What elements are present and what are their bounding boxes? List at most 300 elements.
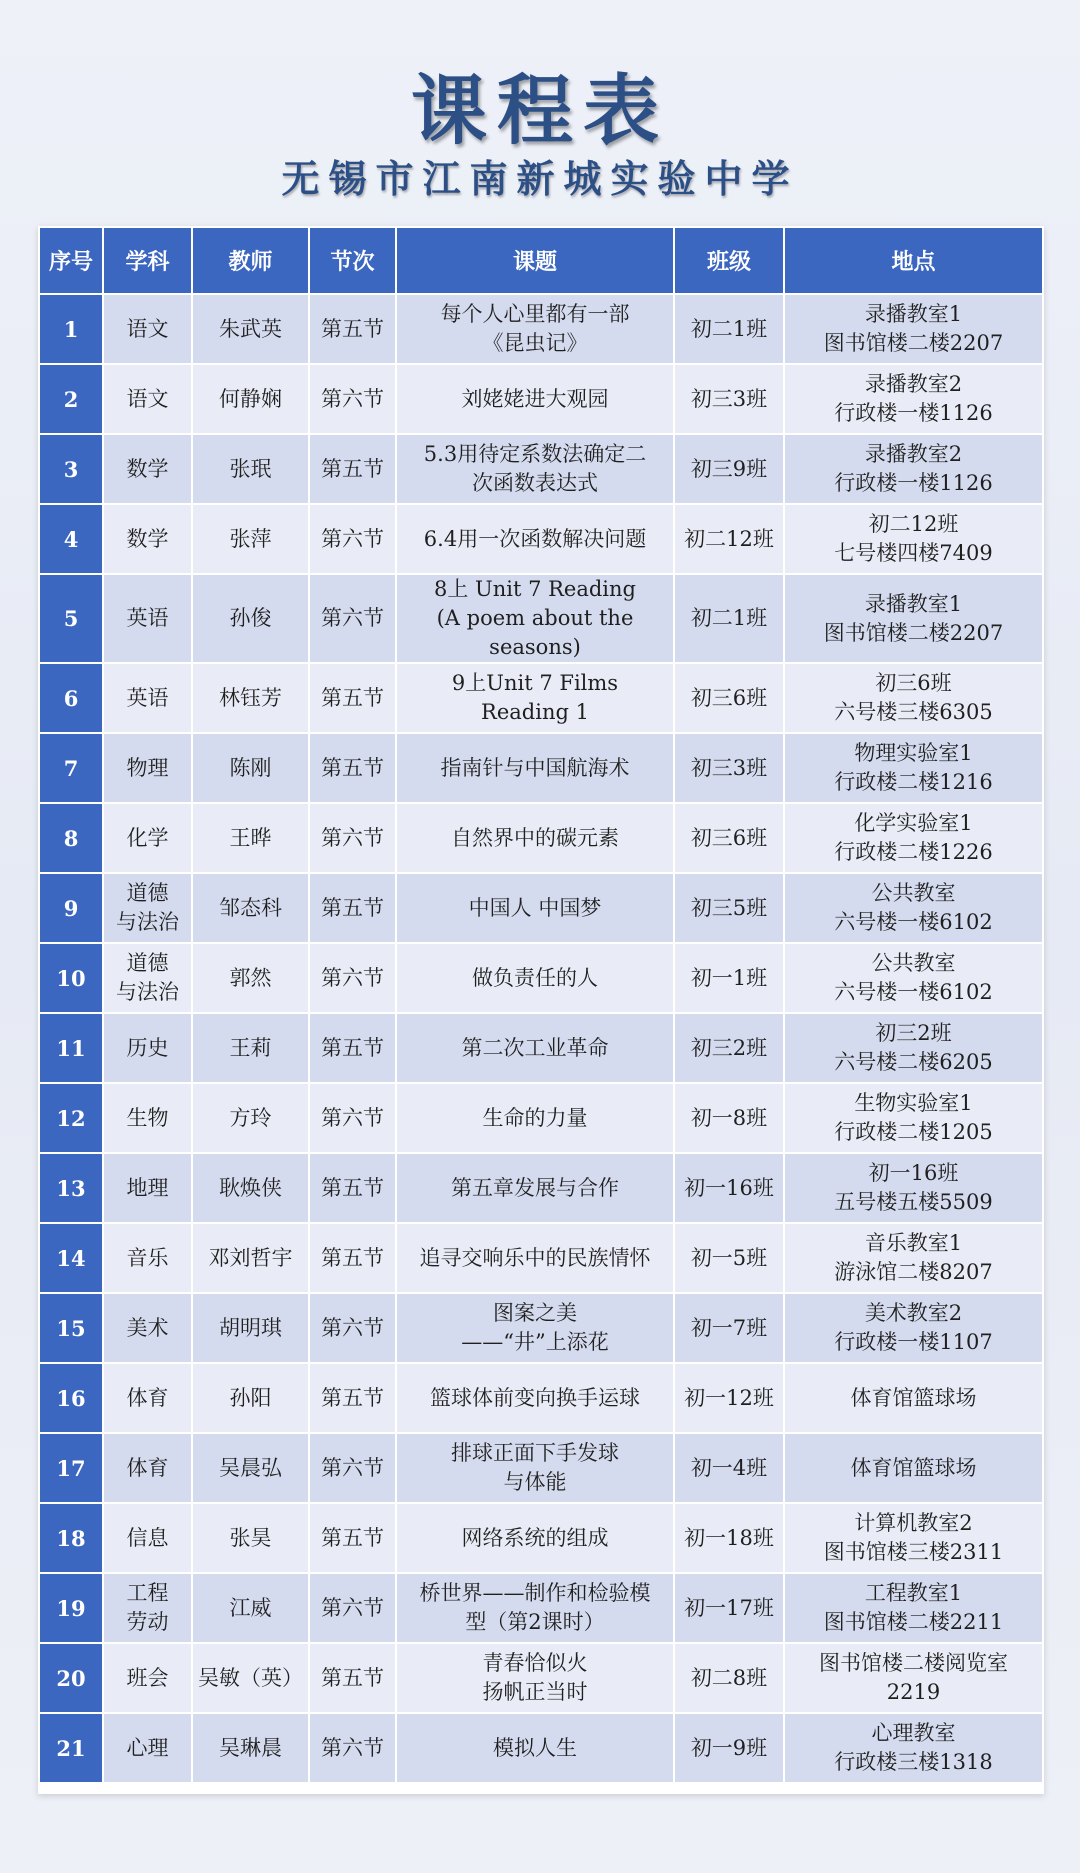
topic-cell	[397, 1714, 673, 1782]
row-number	[40, 1014, 102, 1082]
teacher-cell	[193, 1504, 308, 1572]
table-row	[40, 1084, 1042, 1152]
period-cell-text: 第五节	[321, 1385, 384, 1410]
teacher-cell-text: 郭然	[229, 965, 272, 990]
subject-cell	[104, 1014, 191, 1082]
teacher-cell-text: 邓刘哲宇	[208, 1245, 293, 1270]
location-cell-text: 心理教室 行政楼三楼1318	[834, 1721, 993, 1774]
class-cell	[675, 1014, 783, 1082]
location-cell	[785, 1644, 1042, 1712]
page-title: 课程表	[411, 66, 669, 155]
topic-cell-text: 刘姥姥进大观园	[461, 386, 609, 411]
class-cell	[675, 1714, 783, 1782]
location-cell-text: 初一16班 五号楼五楼5509	[834, 1161, 993, 1214]
topic-cell	[397, 575, 673, 662]
table-row	[40, 575, 1042, 662]
topic-cell-text: 网络系统的组成	[461, 1525, 609, 1550]
teacher-cell	[193, 734, 308, 802]
teacher-cell	[193, 1574, 308, 1642]
class-cell-text: 初三5班	[690, 895, 768, 920]
period-cell	[310, 435, 395, 503]
teacher-cell	[193, 295, 308, 363]
row-number	[40, 1294, 102, 1362]
table-row	[40, 1364, 1042, 1432]
class-cell	[675, 575, 783, 662]
column-header-class: 班级	[675, 228, 783, 293]
period-cell	[310, 1084, 395, 1152]
row-number-text: 9	[63, 895, 79, 921]
location-cell	[785, 1364, 1042, 1432]
subject-cell	[104, 575, 191, 662]
teacher-cell	[193, 1434, 308, 1502]
teacher-cell	[193, 1644, 308, 1712]
row-number-text: 7	[63, 755, 79, 781]
row-number-text: 10	[56, 965, 86, 991]
teacher-cell-text: 吴晨弘	[219, 1455, 282, 1480]
location-cell	[785, 505, 1042, 573]
row-number-text: 18	[56, 1525, 86, 1551]
teacher-cell	[193, 505, 308, 573]
row-number	[40, 1084, 102, 1152]
subject-cell-text: 英语	[126, 606, 169, 630]
class-cell	[675, 1224, 783, 1292]
topic-cell-text: 5.3用待定系数法确定二 次函数表达式	[423, 442, 647, 495]
subject-cell-text: 信息	[126, 1525, 169, 1550]
row-number-text: 16	[56, 1385, 86, 1411]
class-cell-text: 初一5班	[690, 1245, 768, 1270]
row-number	[40, 295, 102, 363]
topic-cell	[397, 1644, 673, 1712]
row-number-text: 21	[56, 1735, 86, 1761]
class-cell	[675, 365, 783, 433]
location-cell	[785, 1154, 1042, 1222]
row-number	[40, 804, 102, 872]
location-cell-text: 音乐教室1 游泳馆二楼8207	[834, 1231, 993, 1284]
row-number	[40, 664, 102, 732]
subject-cell-text: 英语	[126, 685, 169, 710]
class-cell-text: 初二8班	[690, 1665, 768, 1690]
subject-cell	[104, 874, 191, 942]
location-cell-text: 录播教室1 图书馆楼二楼2207	[823, 591, 1004, 645]
table-row	[40, 1154, 1042, 1222]
class-cell	[675, 1364, 783, 1432]
location-cell	[785, 1084, 1042, 1152]
row-number-text: 15	[56, 1315, 86, 1341]
class-cell	[675, 804, 783, 872]
topic-cell-text: 中国人 中国梦	[468, 895, 602, 920]
topic-cell-text: 第二次工业革命	[461, 1035, 609, 1060]
subject-cell-text: 历史	[126, 1035, 169, 1060]
teacher-cell	[193, 1714, 308, 1782]
row-number-text: 5	[63, 606, 79, 631]
row-number-text: 1	[63, 316, 79, 342]
period-cell	[310, 1644, 395, 1712]
teacher-cell	[193, 435, 308, 503]
row-number	[40, 365, 102, 433]
period-cell-text: 第五节	[321, 456, 384, 481]
class-cell-text: 初一4班	[690, 1455, 768, 1480]
class-cell	[675, 295, 783, 363]
period-cell	[310, 365, 395, 433]
class-cell-text: 初二12班	[684, 526, 774, 551]
location-cell-text: 工程教室1 图书馆楼二楼2211	[823, 1581, 1004, 1634]
teacher-cell-text: 邹态科	[219, 895, 282, 920]
row-number	[40, 734, 102, 802]
class-cell	[675, 1294, 783, 1362]
row-number-text: 20	[56, 1665, 86, 1691]
topic-cell-text: 指南针与中国航海术	[440, 755, 630, 780]
period-cell	[310, 1014, 395, 1082]
topic-cell	[397, 1364, 673, 1432]
topic-cell	[397, 1084, 673, 1152]
subject-cell	[104, 1574, 191, 1642]
topic-cell	[397, 1014, 673, 1082]
teacher-cell-text: 孙阳	[229, 1385, 272, 1410]
table-row	[40, 1714, 1042, 1782]
class-cell-text: 初一17班	[684, 1595, 774, 1620]
teacher-cell-text: 张珉	[229, 456, 272, 481]
topic-cell-text: 9上Unit 7 Films Reading 1	[451, 671, 619, 724]
table-row	[40, 505, 1042, 573]
location-cell	[785, 804, 1042, 872]
topic-cell	[397, 944, 673, 1012]
row-number	[40, 1154, 102, 1222]
location-cell-text: 美术教室2 行政楼一楼1107	[834, 1301, 993, 1354]
location-cell-text: 体育馆篮球场	[850, 1385, 977, 1410]
subject-cell-text: 语文	[126, 316, 169, 341]
column-header-topic: 课题	[397, 228, 673, 293]
row-number	[40, 1574, 102, 1642]
location-cell-text: 生物实验室1 行政楼二楼1205	[834, 1091, 993, 1144]
teacher-cell-text: 王莉	[229, 1035, 272, 1060]
location-cell	[785, 575, 1042, 662]
row-number	[40, 505, 102, 573]
teacher-cell	[193, 1364, 308, 1432]
class-cell-text: 初一18班	[684, 1525, 774, 1550]
schedule-table-container	[38, 226, 1044, 1794]
teacher-cell	[193, 1294, 308, 1362]
location-cell	[785, 1504, 1042, 1572]
teacher-cell-text: 陈刚	[229, 755, 272, 780]
period-cell-text: 第六节	[321, 606, 384, 630]
topic-cell-text: 篮球体前变向换手运球	[430, 1385, 640, 1410]
teacher-cell	[193, 1014, 308, 1082]
row-number	[40, 1224, 102, 1292]
location-cell-text: 初二12班 七号楼四楼7409	[834, 512, 993, 565]
class-cell-text: 初三3班	[690, 386, 768, 411]
subject-cell	[104, 944, 191, 1012]
subject-cell-text: 语文	[126, 386, 169, 411]
row-number-text: 13	[56, 1175, 86, 1201]
location-cell	[785, 1714, 1042, 1782]
table-row	[40, 734, 1042, 802]
topic-cell-text: 6.4用一次函数解决问题	[423, 526, 647, 551]
subject-cell-text: 数学	[126, 456, 169, 481]
topic-cell	[397, 804, 673, 872]
subject-cell-text: 化学	[126, 825, 169, 850]
teacher-cell	[193, 664, 308, 732]
period-cell-text: 第五节	[321, 1245, 384, 1270]
topic-cell	[397, 1154, 673, 1222]
row-number	[40, 1714, 102, 1782]
class-cell	[675, 1504, 783, 1572]
table-row	[40, 435, 1042, 503]
teacher-cell	[193, 1154, 308, 1222]
row-number-text: 4	[63, 526, 79, 552]
teacher-cell-text: 胡明琪	[219, 1315, 282, 1340]
teacher-cell	[193, 874, 308, 942]
teacher-cell	[193, 365, 308, 433]
topic-cell-text: 做负责任的人	[472, 965, 598, 990]
period-cell-text: 第五节	[321, 1525, 384, 1550]
subject-cell-text: 物理	[126, 755, 169, 780]
row-number-text: 8	[63, 825, 79, 851]
topic-cell-text: 图案之美 ——“井”上添花	[461, 1301, 609, 1354]
class-cell	[675, 944, 783, 1012]
period-cell	[310, 1294, 395, 1362]
row-number-text: 2	[63, 386, 79, 412]
teacher-cell-text: 张萍	[229, 526, 272, 551]
subject-cell-text: 心理	[126, 1735, 169, 1760]
class-cell-text: 初一12班	[684, 1385, 774, 1410]
row-number-text: 19	[56, 1595, 86, 1621]
subject-cell	[104, 664, 191, 732]
period-cell-text: 第六节	[321, 825, 384, 850]
location-cell-text: 体育馆篮球场	[850, 1455, 977, 1480]
schedule-table	[38, 226, 1044, 1784]
row-number-text: 17	[56, 1455, 86, 1481]
teacher-cell-text: 林钰芳	[219, 685, 282, 710]
class-cell	[675, 664, 783, 732]
teacher-cell-text: 吴琳晨	[219, 1735, 282, 1760]
class-cell-text: 初三3班	[690, 755, 768, 780]
teacher-cell-text: 朱武英	[219, 316, 282, 341]
period-cell-text: 第六节	[321, 1735, 384, 1760]
table-row	[40, 365, 1042, 433]
location-cell	[785, 295, 1042, 363]
period-cell	[310, 575, 395, 662]
location-cell	[785, 1434, 1042, 1502]
location-cell-text: 化学实验室1 行政楼二楼1226	[834, 811, 993, 864]
subject-cell	[104, 1294, 191, 1362]
topic-cell	[397, 734, 673, 802]
row-number	[40, 1434, 102, 1502]
location-cell-text: 公共教室 六号楼一楼6102	[834, 951, 993, 1004]
subject-cell	[104, 1504, 191, 1572]
teacher-cell-text: 张昊	[229, 1525, 272, 1550]
period-cell-text: 第五节	[321, 1035, 384, 1060]
teacher-cell-text: 何静娴	[219, 386, 282, 411]
class-cell	[675, 734, 783, 802]
topic-cell	[397, 435, 673, 503]
period-cell	[310, 505, 395, 573]
topic-cell	[397, 1434, 673, 1502]
location-cell-text: 初三6班 六号楼三楼6305	[834, 671, 993, 724]
subject-cell	[104, 295, 191, 363]
class-cell-text: 初一16班	[684, 1175, 774, 1200]
row-number	[40, 435, 102, 503]
topic-cell-text: 排球正面下手发球 与体能	[451, 1441, 619, 1494]
class-cell-text: 初三9班	[690, 456, 768, 481]
period-cell-text: 第六节	[321, 1105, 384, 1130]
period-cell	[310, 804, 395, 872]
period-cell	[310, 295, 395, 363]
column-header-location: 地点	[785, 228, 1042, 293]
school-name: 无锡市江南新城实验中学	[281, 156, 799, 201]
subject-cell-text: 道德 与法治	[116, 881, 179, 934]
subject-cell	[104, 1644, 191, 1712]
subject-cell	[104, 804, 191, 872]
topic-cell-text: 追寻交响乐中的民族情怀	[419, 1245, 651, 1270]
location-cell	[785, 734, 1042, 802]
location-cell	[785, 1294, 1042, 1362]
header	[0, 0, 1080, 225]
location-cell	[785, 1574, 1042, 1642]
table-row	[40, 1014, 1042, 1082]
period-cell-text: 第五节	[321, 685, 384, 710]
teacher-cell	[193, 804, 308, 872]
location-cell	[785, 365, 1042, 433]
column-header-teacher: 教师	[193, 228, 308, 293]
location-cell	[785, 664, 1042, 732]
topic-cell-text: 8上 Unit 7 Reading (A poem about the seasons)	[433, 577, 636, 659]
subject-cell-text: 体育	[126, 1455, 169, 1480]
table-row	[40, 1574, 1042, 1642]
subject-cell-text: 美术	[126, 1315, 169, 1340]
class-cell-text: 初三6班	[690, 825, 768, 850]
table-row	[40, 1504, 1042, 1572]
period-cell	[310, 944, 395, 1012]
teacher-cell-text: 方玲	[229, 1105, 272, 1130]
class-cell-text: 初二1班	[690, 316, 768, 341]
period-cell	[310, 1434, 395, 1502]
period-cell	[310, 874, 395, 942]
table-row	[40, 804, 1042, 872]
table-header-row	[40, 228, 1042, 293]
table-row	[40, 664, 1042, 732]
class-cell-text: 初三2班	[690, 1035, 768, 1060]
period-cell-text: 第五节	[321, 895, 384, 920]
location-cell-text: 初三2班 六号楼二楼6205	[834, 1021, 993, 1074]
period-cell-text: 第五节	[321, 1665, 384, 1690]
row-number-text: 11	[56, 1035, 86, 1061]
location-cell	[785, 944, 1042, 1012]
period-cell-text: 第六节	[321, 1315, 384, 1340]
location-cell-text: 图书馆楼二楼阅览室 2219	[819, 1651, 1008, 1704]
subject-cell	[104, 1434, 191, 1502]
column-header-period: 节次	[310, 228, 395, 293]
column-header-no: 序号	[40, 228, 102, 293]
row-number-text: 3	[63, 456, 79, 482]
subject-cell-text: 班会	[126, 1665, 169, 1690]
class-cell	[675, 874, 783, 942]
row-number-text: 14	[56, 1245, 86, 1271]
row-number	[40, 1504, 102, 1572]
class-cell	[675, 505, 783, 573]
table-row	[40, 1644, 1042, 1712]
location-cell-text: 物理实验室1 行政楼二楼1216	[834, 741, 993, 794]
class-cell	[675, 1084, 783, 1152]
topic-cell	[397, 1224, 673, 1292]
subject-cell-text: 工程 劳动	[126, 1581, 169, 1634]
topic-cell	[397, 365, 673, 433]
subject-cell	[104, 734, 191, 802]
table-row	[40, 1294, 1042, 1362]
topic-cell-text: 青春恰似火 扬帆正当时	[482, 1651, 588, 1704]
teacher-cell	[193, 1224, 308, 1292]
topic-cell	[397, 874, 673, 942]
subject-cell	[104, 1224, 191, 1292]
period-cell	[310, 1574, 395, 1642]
period-cell	[310, 734, 395, 802]
period-cell	[310, 1154, 395, 1222]
topic-cell	[397, 1504, 673, 1572]
location-cell-text: 录播教室1 图书馆楼二楼2207	[823, 302, 1004, 355]
period-cell	[310, 1714, 395, 1782]
class-cell	[675, 435, 783, 503]
teacher-cell-text: 耿焕侠	[219, 1175, 282, 1200]
topic-cell	[397, 1574, 673, 1642]
row-number	[40, 1644, 102, 1712]
table-row	[40, 295, 1042, 363]
row-number	[40, 874, 102, 942]
topic-cell	[397, 1294, 673, 1362]
period-cell-text: 第六节	[321, 526, 384, 551]
row-number	[40, 575, 102, 662]
class-cell-text: 初三6班	[690, 685, 768, 710]
period-cell	[310, 1224, 395, 1292]
table-row	[40, 1434, 1042, 1502]
location-cell	[785, 1014, 1042, 1082]
subject-cell	[104, 1364, 191, 1432]
row-number-text: 6	[63, 685, 79, 711]
class-cell-text: 初一1班	[690, 965, 768, 990]
subject-cell	[104, 1084, 191, 1152]
location-cell-text: 录播教室2 行政楼一楼1126	[834, 442, 993, 495]
class-cell	[675, 1434, 783, 1502]
table-row	[40, 1224, 1042, 1292]
period-cell-text: 第六节	[321, 965, 384, 990]
row-number	[40, 944, 102, 1012]
subject-cell-text: 生物	[126, 1105, 169, 1130]
period-cell-text: 第六节	[321, 386, 384, 411]
row-number-text: 12	[56, 1105, 86, 1131]
table-row	[40, 944, 1042, 1012]
topic-cell-text: 模拟人生	[493, 1735, 577, 1760]
topic-cell-text: 桥世界——制作和检验模 型（第2课时）	[419, 1581, 651, 1634]
period-cell-text: 第六节	[321, 1455, 384, 1480]
topic-cell-text: 第五章发展与合作	[451, 1175, 619, 1200]
location-cell	[785, 874, 1042, 942]
period-cell-text: 第五节	[321, 755, 384, 780]
teacher-cell-text: 孙俊	[229, 606, 272, 630]
class-cell-text: 初一9班	[690, 1735, 768, 1760]
subject-cell-text: 体育	[126, 1385, 169, 1410]
location-cell-text: 录播教室2 行政楼一楼1126	[834, 372, 993, 425]
period-cell	[310, 1364, 395, 1432]
topic-cell	[397, 505, 673, 573]
class-cell-text: 初二1班	[690, 606, 768, 630]
teacher-cell-text: 吴敏（英）	[198, 1665, 303, 1690]
subject-cell	[104, 435, 191, 503]
topic-cell-text: 每个人心里都有一部 《昆虫记》	[440, 302, 630, 355]
period-cell-text: 第五节	[321, 1175, 384, 1200]
class-cell-text: 初一7班	[690, 1315, 768, 1340]
topic-cell-text: 自然界中的碳元素	[451, 825, 619, 850]
row-number	[40, 1364, 102, 1432]
teacher-cell	[193, 1084, 308, 1152]
teacher-cell	[193, 575, 308, 662]
